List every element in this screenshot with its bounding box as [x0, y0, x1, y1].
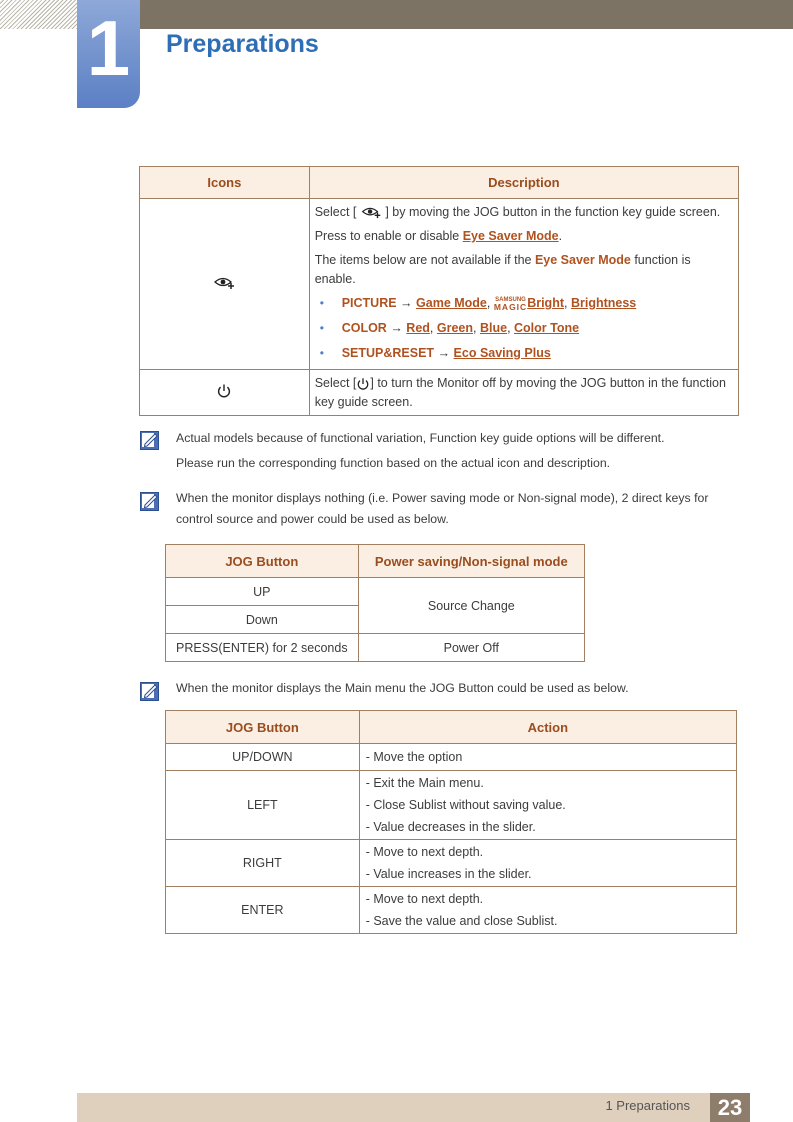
table-cell-button: Down	[166, 606, 359, 634]
action-line: - Move the option	[365, 750, 463, 764]
header-icons: Icons	[140, 167, 310, 199]
action-line: - Move to next depth.	[365, 845, 484, 859]
table-cell-button: ENTER	[166, 887, 360, 934]
chapter-badge	[77, 0, 140, 108]
color-label: COLOR	[341, 321, 387, 335]
header-hatch-decoration	[0, 0, 77, 29]
eye-line2-post: .	[558, 229, 563, 243]
eye-saver-icon-inline	[360, 206, 382, 219]
note1-line2: Please run the corresponding function based on the actual icon and description.	[176, 456, 611, 470]
eye-line1-pre: Select [	[314, 205, 357, 219]
header-power-saving-mode: Power saving/Non-signal mode	[358, 545, 584, 578]
eye-line1-post: ] by moving the JOG button in the function key guide screen.	[385, 205, 721, 219]
note-function-key-variation	[176, 428, 741, 474]
arrow-glyph: →	[390, 321, 403, 335]
eye-line2-pre: Press to enable or disable	[314, 229, 463, 243]
table-cell-action	[359, 744, 736, 771]
table-cell-action: Power Off	[358, 634, 584, 662]
chapter-number: 1	[86, 4, 131, 92]
eye-saver-mode-link[interactable]: Eye Saver Mode	[462, 229, 559, 243]
icon-cell	[140, 370, 310, 416]
setup-reset-label: SETUP&RESET	[341, 346, 435, 360]
table-cell-button: PRESS(ENTER) for 2 seconds	[166, 634, 359, 662]
table-cell-action: Source Change	[358, 578, 584, 634]
samsung-magic-logo: SAMSUNG MAGIC	[493, 296, 528, 312]
table-cell-button: UP	[166, 578, 359, 606]
eco-saving-plus-link[interactable]: Eco Saving Plus	[453, 346, 551, 360]
brightness-link[interactable]: Brightness	[570, 296, 637, 310]
action-line: - Exit the Main menu.	[365, 776, 484, 790]
table-cell-action	[359, 840, 736, 887]
power-icon-inline	[356, 377, 370, 391]
header-jog-button: JOG Button	[166, 711, 360, 744]
header-jog-button: JOG Button	[166, 545, 359, 578]
note1-line1: Actual models because of functional variation, Function key guide options will be different.	[176, 431, 665, 445]
table-cell-button: UP/DOWN	[166, 744, 360, 771]
note-icon	[140, 492, 159, 511]
table-cell-button: LEFT	[166, 771, 360, 840]
action-line: - Save the value and close Sublist.	[365, 914, 558, 928]
picture-label: PICTURE	[341, 296, 397, 310]
color-tone-link[interactable]: Color Tone	[514, 321, 580, 335]
note-main-menu: When the monitor displays the Main menu the JOG Button could be used as below.	[176, 681, 629, 695]
note-icon	[140, 682, 159, 701]
list-item-setup-reset	[315, 344, 732, 363]
action-line: - Value decreases in the slider.	[365, 820, 536, 834]
arrow-glyph: →	[400, 296, 413, 310]
header-description: Description	[309, 167, 738, 199]
eye-line3-post: function is enable.	[314, 253, 691, 286]
icon-cell	[140, 199, 310, 370]
page-number: 23	[710, 1093, 750, 1122]
action-line: - Value increases in the slider.	[365, 867, 532, 881]
note-direct-keys: When the monitor displays nothing (i.e. Power saving mode or Non-signal mode), 2 direct keys for control source and power could be used as below.	[176, 491, 709, 526]
action-line: - Move to next depth.	[365, 892, 484, 906]
power-icon	[216, 383, 232, 399]
chapter-title: Preparations	[166, 30, 319, 58]
jog-menu-table	[165, 710, 737, 934]
arrow-glyph: →	[437, 346, 451, 360]
footer-section: 1 Preparations	[605, 1098, 690, 1113]
eye-line3-pre: The items below are not available if the	[314, 253, 535, 267]
eye-saver-description	[309, 199, 738, 370]
red-link[interactable]: Red	[406, 321, 430, 335]
list-item-picture: • PICTURE → Game Mode, SAMSUNG MAGIC Bright, Brightness	[315, 294, 732, 313]
table-cell-action	[359, 771, 736, 840]
power-description	[309, 370, 738, 416]
table-cell-button: RIGHT	[166, 840, 360, 887]
note-icon	[140, 431, 159, 450]
bright-link[interactable]: Bright	[527, 296, 564, 310]
green-link[interactable]: Green	[436, 321, 474, 335]
table-cell-action	[359, 887, 736, 934]
unavailable-items-list	[315, 294, 732, 363]
eye-saver-mode-text: Eye Saver Mode	[534, 253, 631, 267]
eye-saver-icon	[213, 276, 235, 290]
action-line: - Close Sublist without saving value.	[365, 798, 566, 812]
power-text-post: ] to turn the Monitor off by moving the JOG button in the function key guide screen.	[314, 376, 726, 409]
power-saving-table	[165, 544, 585, 662]
icons-table	[139, 166, 739, 416]
game-mode-link[interactable]: Game Mode	[416, 296, 487, 310]
power-text-pre: Select [	[314, 376, 357, 390]
blue-link[interactable]: Blue	[479, 321, 508, 335]
header-action: Action	[359, 711, 736, 744]
header-bar	[77, 0, 793, 29]
list-item-color: • COLOR → Red, Green, Blue, Color Tone	[315, 319, 732, 338]
